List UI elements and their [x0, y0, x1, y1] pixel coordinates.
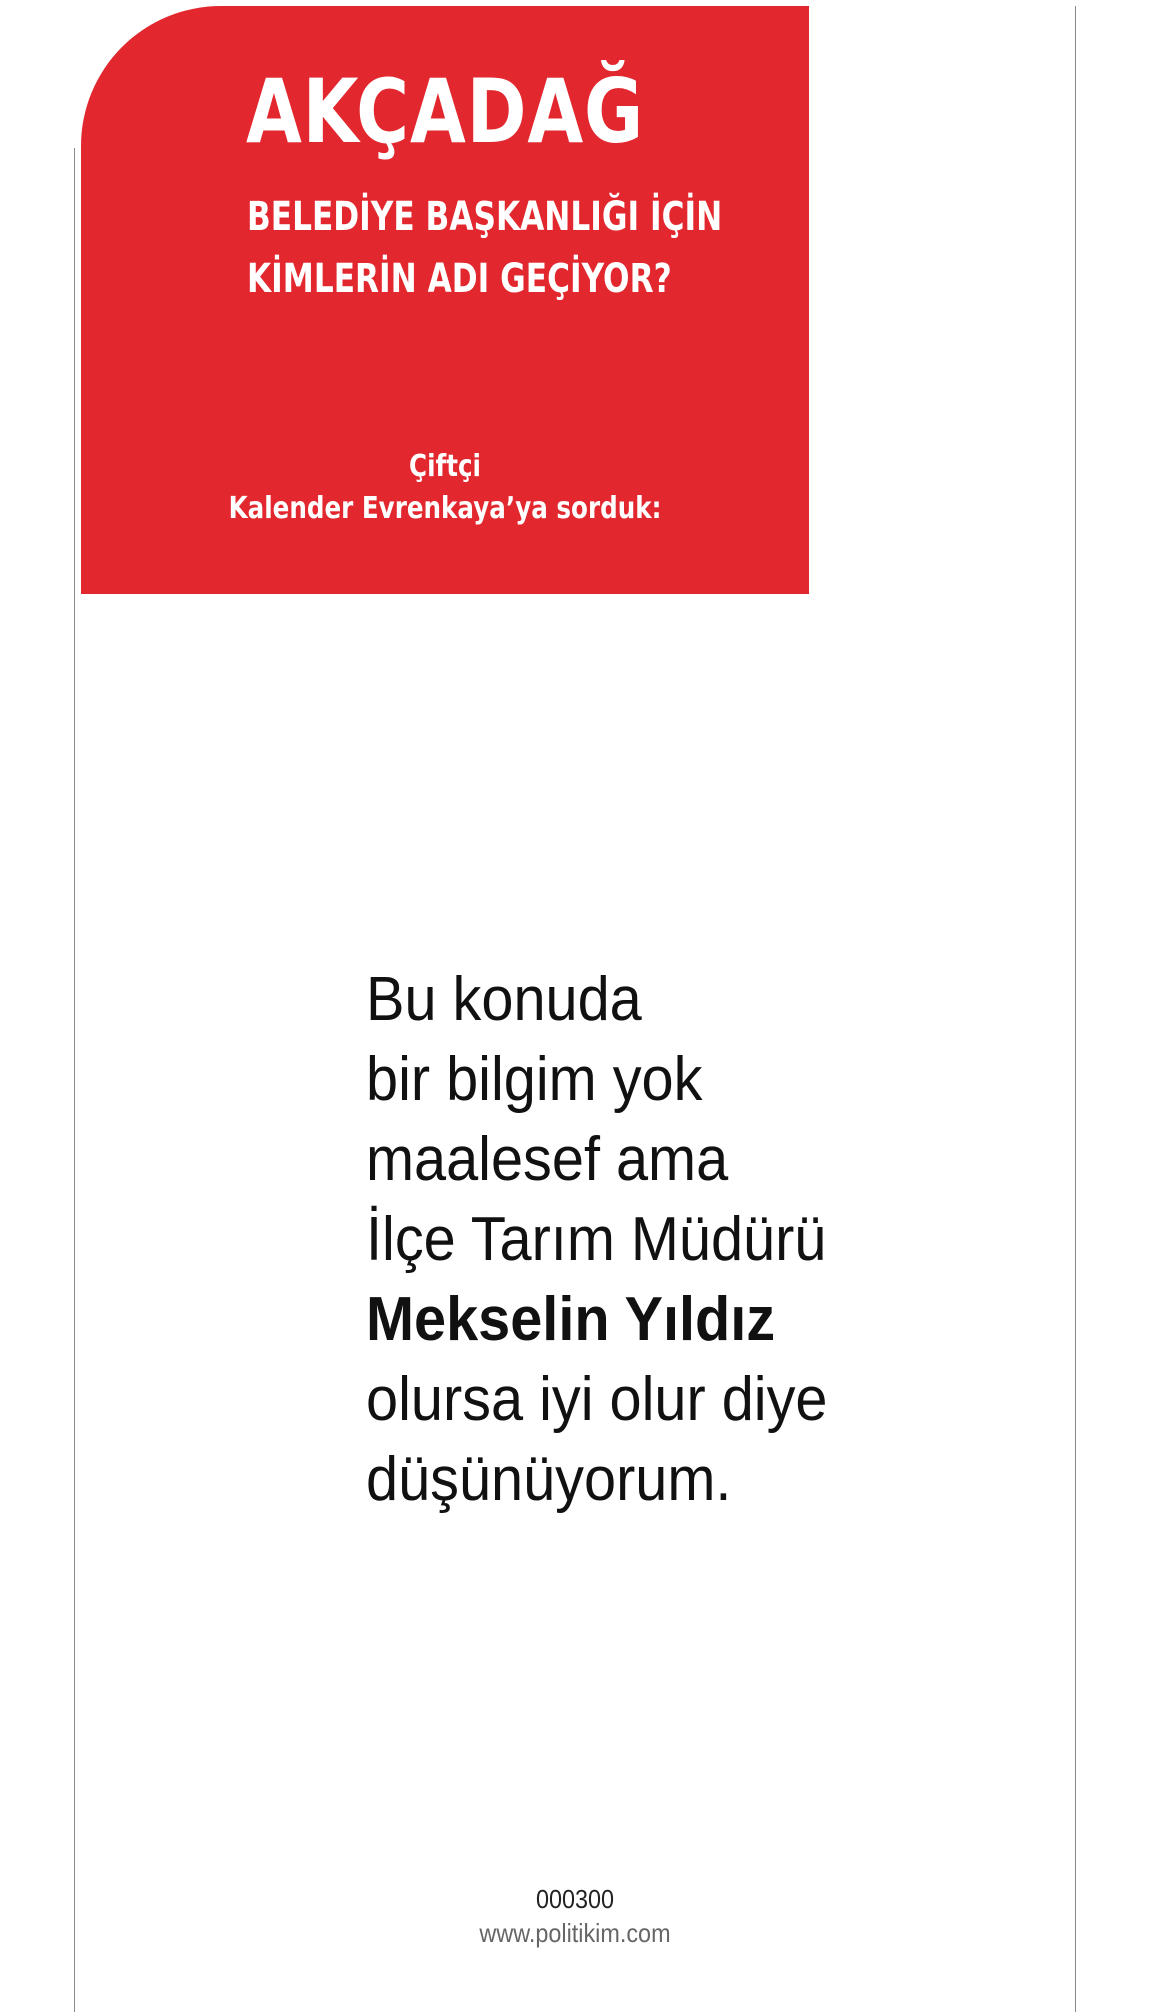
interviewee-occupation: Çiftçi: [409, 449, 481, 484]
subtitle-line: BELEDİYE BAŞKANLIĞI İÇİN: [247, 194, 723, 240]
left-margin-rule: [74, 148, 75, 2012]
document-code: 000300: [535, 1884, 615, 1914]
website-url: www.politikim.com: [479, 1918, 671, 1948]
page-subtitle: [247, 186, 722, 310]
page-title: AKÇADAĞ: [246, 60, 645, 163]
quote-line: İlçe Tarım Müdürü: [366, 1205, 827, 1274]
right-margin-rule: [1075, 6, 1076, 2012]
subtitle-line: KİMLERİN ADI GEÇİYOR?: [247, 256, 672, 302]
quote-text: [366, 960, 862, 1520]
interviewee-name-line: Kalender Evrenkaya’ya sorduk:: [228, 491, 662, 526]
candidate-name: Mekselin Yıldız: [366, 1285, 776, 1354]
header-red-block: [81, 6, 809, 594]
quote-line: düşünüyorum.: [366, 1445, 732, 1514]
quote-line: bir bilgim yok: [366, 1045, 703, 1114]
interviewee-intro: [81, 446, 809, 530]
quote-line: maalesef ama: [366, 1125, 729, 1194]
quote-line: olursa iyi olur diye: [366, 1365, 828, 1434]
quote-line: Bu konuda: [366, 965, 642, 1034]
